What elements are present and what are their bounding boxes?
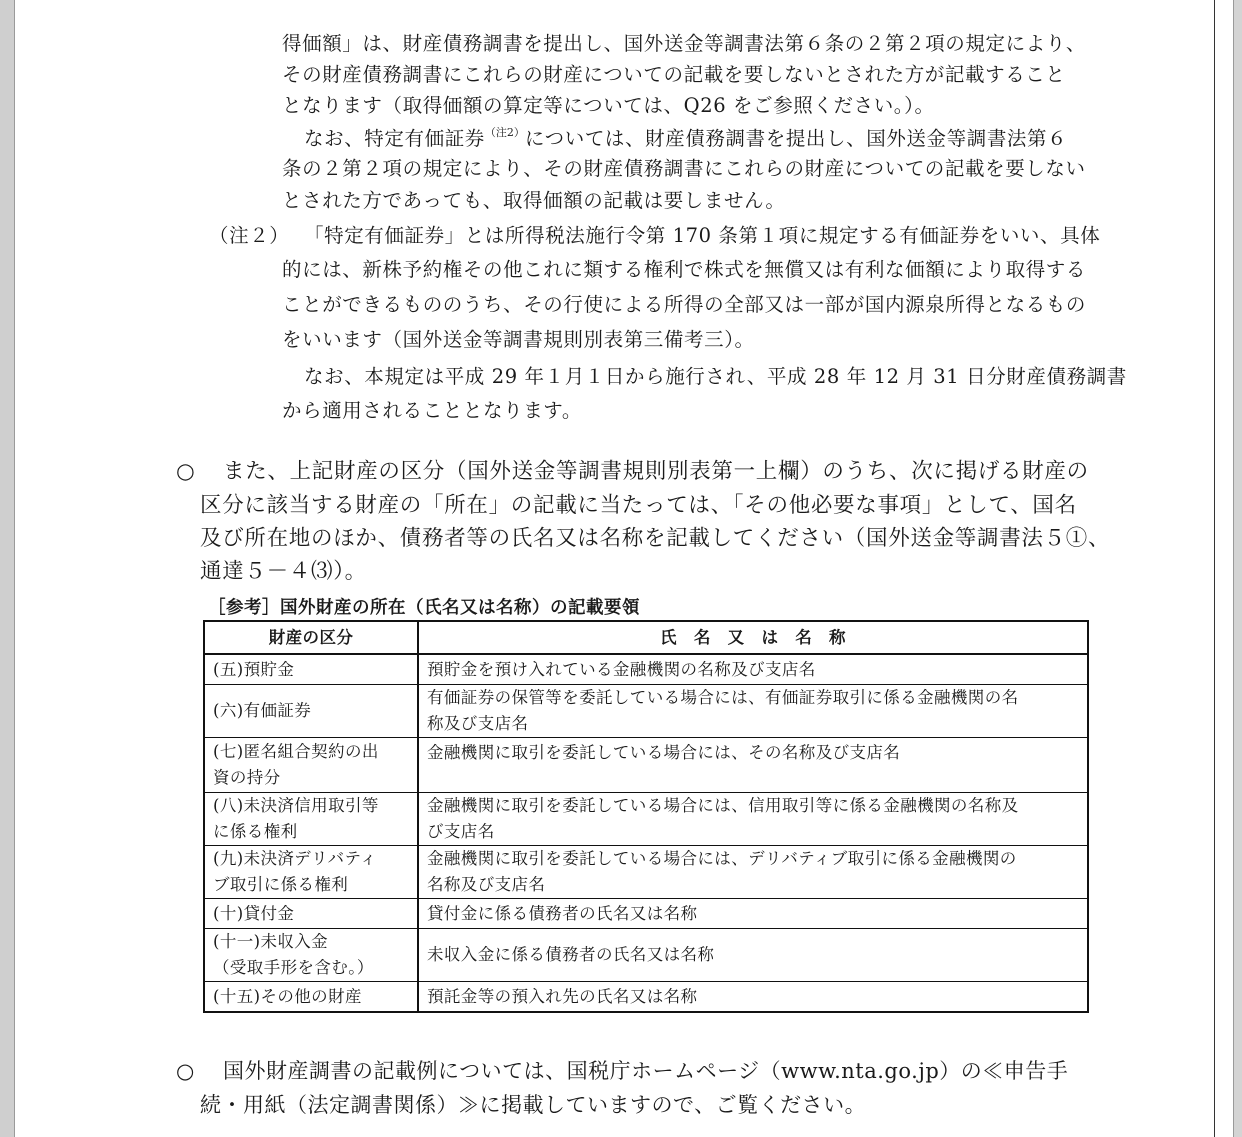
header-category: 財産の区分 (204, 621, 418, 654)
viewer-right-edge (1233, 0, 1242, 1137)
table-row (204, 846, 1088, 899)
note2-line-4: をいいます（国外送金等調書規則別表第三備考三）。 (282, 328, 755, 351)
cell-name: 未収入金に係る債務者の氏名又は名称 (418, 929, 1088, 982)
cell-category: (八)未決済信用取引等 に係る権利 (204, 793, 418, 846)
para2-line-3: とされた方であっても、取得価額の記載は要しません。 (282, 189, 786, 212)
para1-line-3: となります（取得価額の算定等については、Q26 をご参照ください。）。 (282, 94, 935, 117)
cell-name: 金融機関に取引を委託している場合には、信用取引等に係る金融機関の名称及 び支店名 (418, 793, 1088, 846)
para1-line-1: 得価額」は、財産債務調書を提出し、国外送金等調書法第６条の２第２項の規定により、 (282, 32, 1087, 55)
note2-effective-line-2: から適用されることとなります。 (282, 399, 582, 422)
cell-category: (五)預貯金 (204, 654, 418, 685)
cell-name: 金融機関に取引を委託している場合には、デリバティブ取引に係る金融機関の 名称及び支店名 (418, 846, 1088, 899)
table-row (204, 982, 1088, 1013)
section1-line-2: 区分に該当する財産の「所在」の記載に当たっては、「その他必要な事項」として、国名 (200, 493, 1077, 518)
para2-line-1-pre: なお、特定有価証券 (304, 127, 485, 150)
section1-line-3: 及び所在地のほか、債務者等の氏名又は名称を記載してください（国外送金等調書法５①、 (200, 526, 1111, 551)
cell-name: 貸付金に係る債務者の氏名又は名称 (418, 899, 1088, 929)
cell-category: (七)匿名組合契約の出 資の持分 (204, 738, 418, 793)
table-row (204, 654, 1088, 685)
table-row (204, 793, 1088, 846)
cell-category: (六)有価証券 (204, 685, 418, 738)
section2-bullet: ○ (176, 1059, 195, 1083)
table-row (204, 738, 1088, 793)
para1-line-2: その財産債務調書にこれらの財産についての記載を要しないとされた方が記載すること (282, 63, 1066, 86)
cell-category: (九)未決済デリバティ ブ取引に係る権利 (204, 846, 418, 899)
para2-line-1 (304, 127, 1067, 149)
cell-name: 金融機関に取引を委託している場合には、その名称及び支店名 (418, 738, 1088, 793)
table-row (204, 929, 1088, 982)
cell-name: 預託金等の預入れ先の氏名又は名称 (418, 982, 1088, 1013)
section2-line-1: 国外財産調書の記載例については、国税庁ホームページ（www.nta.go.jp）の≪申告手 (223, 1059, 1069, 1083)
page-right-border (1214, 0, 1215, 1137)
note2-effective-line-1: なお、本規定は平成 29 年１月１日から施行され、平成 28 年 12 月 31 日分財産債務調書 (304, 365, 1127, 388)
section2-line-2: 続・用紙（法定調書関係）≫に掲載していますので、ご覧ください。 (200, 1093, 867, 1117)
section1-line-4: 通達５－４⑶）。 (200, 559, 367, 584)
note2-line-3: ことができるもののうち、その行使による所得の全部又は一部が国内源泉所得となるもの (282, 293, 1087, 316)
cell-name: 預貯金を預け入れている金融機関の名称及び支店名 (418, 654, 1088, 685)
section1-bullet: ○ (176, 459, 196, 484)
table-row (204, 899, 1088, 929)
para2-line-2: 条の２第２項の規定により、その財産債務調書にこれらの財産についての記載を要しない (282, 157, 1086, 180)
header-name: 氏 名 又 は 名 称 (418, 621, 1088, 654)
cell-category: (十)貸付金 (204, 899, 418, 929)
cell-category: (十五)その他の財産 (204, 982, 418, 1013)
reference-table-caption: ［参考］国外財産の所在（氏名又は名称）の記載要領 (208, 598, 640, 618)
note2-line-1: 「特定有価証券」とは所得税法施行令第 170 条第１項に規定する有価証券をいい、具体 (304, 224, 1101, 247)
reference-table (203, 620, 1089, 1013)
cell-name: 有価証券の保管等を委託している場合には、有価証券取引に係る金融機関の名 称及び支店名 (418, 685, 1088, 738)
viewer-left-edge (0, 0, 15, 1137)
section1-line-1: また、上記財産の区分（国外送金等調書規則別表第一上欄）のうち、次に掲げる財産の (223, 459, 1089, 484)
para2-line-1-post: については、財産債務調書を提出し、国外送金等調書法第６ (524, 127, 1068, 150)
note2-line-2: 的には、新株予約権その他これに類する権利で株式を無償又は有利な価額により取得する (282, 258, 1087, 281)
table-row (204, 685, 1088, 738)
note-2-reference: （注2） (484, 126, 525, 139)
note2-label: （注２） (209, 224, 290, 247)
cell-category: (十一)未収入金 （受取手形を含む。） (204, 929, 418, 982)
